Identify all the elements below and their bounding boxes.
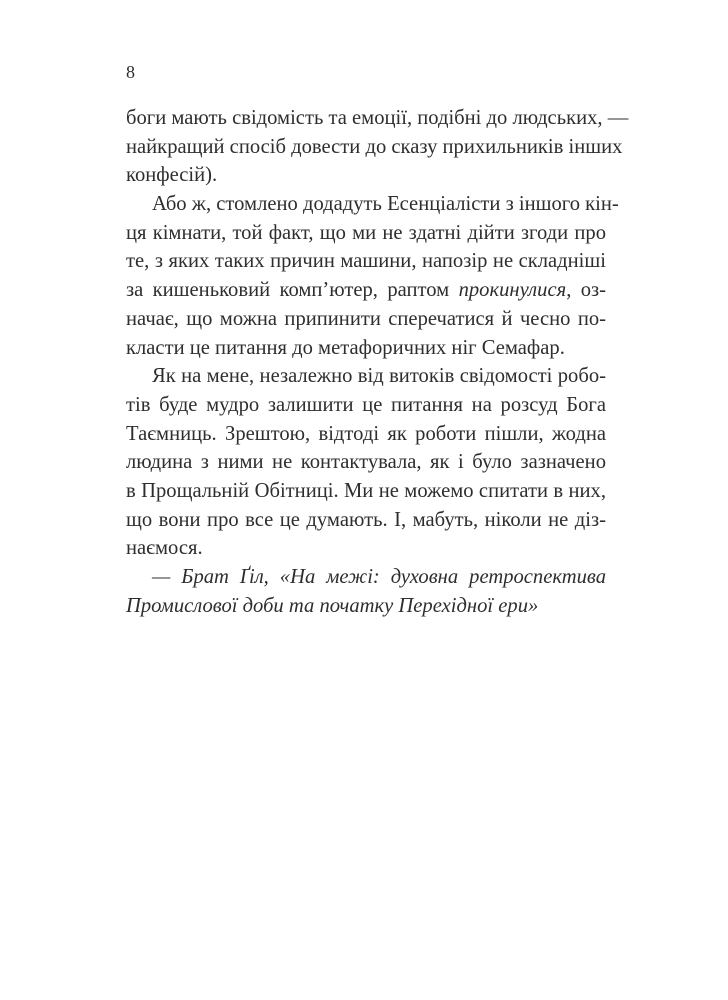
text-line: що вони про все це думають. І, мабуть, ніколи не діз- xyxy=(126,508,606,531)
text-line xyxy=(126,276,606,305)
text-line: Таємниць. Зрештою, відтоді як роботи пішли, жодна xyxy=(126,422,606,445)
text-line: начає, що можна припинити сперечатися й чесно по- xyxy=(126,307,606,330)
text-line: боги мають свідомість та емоції, подібні до людських, — xyxy=(126,107,629,129)
text-line: тів буде мудро залишити це питання на розсуд Бога xyxy=(126,393,606,416)
text-line: Або ж, стомлено додадуть Есенціалісти з іншого кін- xyxy=(152,193,619,216)
text-line: в Прощальній Обітниці. Ми не можемо спитати в них, xyxy=(126,479,606,502)
text-line: конфесій). xyxy=(126,164,218,187)
italic-emphasis: прокинулися xyxy=(458,279,567,302)
text-line: Як на мене, незалежно від витоків свідомості робо- xyxy=(152,365,606,388)
text-line: ця кімнати, той факт, що ми не здатні дійти згоди про xyxy=(126,221,606,244)
page-number: 8 xyxy=(126,62,135,82)
text-line: людина з ними не контактувала, як і було зазначено xyxy=(126,451,606,474)
text-line: наємося. xyxy=(126,537,203,560)
attribution-line: — Брат Ґіл, «На межі: духовна ретроспектива xyxy=(152,566,606,588)
body-text xyxy=(126,104,629,620)
text-span: за кишеньковий комп’ютер, раптом xyxy=(126,279,459,302)
text-line: найкращий спосіб довести до сказу прихильників інших xyxy=(126,135,623,158)
text-line: класти це питання до метафоричних ніг Семафар. xyxy=(126,336,565,359)
attribution-line: Промислової доби та початку Перехідної ери» xyxy=(126,594,539,617)
text-line: те, з яких таких причин машини, напозір не складніші xyxy=(126,250,606,273)
text-span: , оз- xyxy=(566,279,606,302)
